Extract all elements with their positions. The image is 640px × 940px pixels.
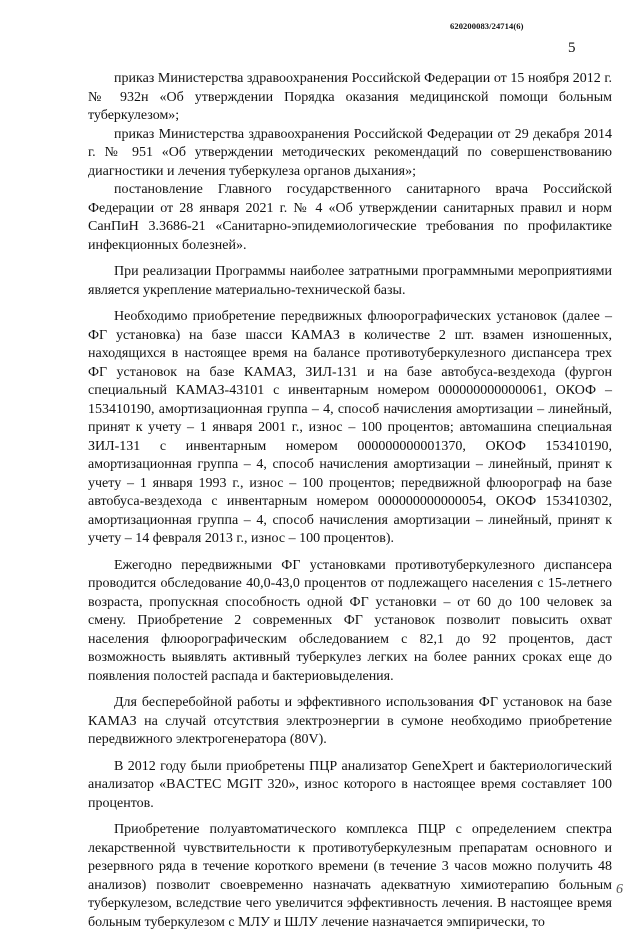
page-number: 5 bbox=[568, 40, 576, 56]
document-code: 620200083/24714(6) bbox=[450, 21, 524, 31]
paragraph-pcr-analyzers: В 2012 году были приобретены ПЦР анализатор GeneXpert и бактериологический анализатор «BACTEC MGIT 320», износ которого в настоящее время составляет 100 процентов. bbox=[88, 758, 612, 811]
paragraph-fg-units: Необходимо приобретение передвижных флюорографических установок (далее – ФГ установка) на базе шасси КАМАЗ в количестве 2 шт. взамен изношенных, находящихся в настоящее время на балансе противотуберкулезного диспансера трех ФГ установок на базе КАМАЗ, ЗИЛ-131 и на базе автобуса-вездехода (фургон специальный КАМАЗ-43101 с инвентарным номером 000000000000061, ОКОФ – 153410190, амортизационная группа – 4, способ начисления амортизации – линейный, принят к учету – 1 января 2001 г., износ – 100 процентов; автомашина специальная ЗИЛ-131 с инвентарным номером 000000000001370, ОКОФ 153410190, амортизационная группа – 4, способ начисления амортизации – линейный, принят к учету – 1 января 1993 г., износ – 100 процентов; передвижной флюорограф на базе автобуса-вездехода с инвентарным номером 000000000000054, ОКОФ 153410302, амортизационная группа – 4, способ начисления амортизации – линейный, принят к учету – 14 февраля 2013 г., износ – 100 процентов). bbox=[88, 309, 612, 546]
paragraph-pcr-complex: Приобретение полуавтоматического комплекса ПЦР с определением спектра лекарственной чувствительности к противотуберкулезным препаратам основного и резервного ряда в течение короткого времени (в течение 3 часов можно получить 48 анализов) позволит своевременно назначать адекватную химиотерапию больным туберкулезом, вследствие чего увеличится эффективность лечения. В настоящее время больным туберкулезом с МЛУ и ШЛУ лечение назначается эмпирически, то bbox=[88, 822, 612, 930]
paragraph-annual-screening: Ежегодно передвижными ФГ установками противотуберкулезного диспансера проводится обследование 40,0-43,0 процентов от подлежащего населения с 15-летнего возраста, пропускная способность одной ФГ установки – от 60 до 100 человек за смену. Приобретение 2 современных ФГ установок позволит повысить охват населения флюорографическим обследованием с 82,1 до 92 процентов, даст возможность выявлять активный туберкулез легких на более ранних сроках еще до появления полостей распада и бактериовыделения. bbox=[88, 557, 612, 684]
paragraph-resolution-sanpin: постановление Главного государственного санитарного врача Российской Федерации от 28 января 2021 г. № 4 «Об утверждении санитарных правил и норм СанПиН 3.3686-21 «Санитарно-эпидемиологические требования по профилактике инфекционных болезней». bbox=[88, 182, 612, 253]
paragraph-order-932n: приказ Министерства здравоохранения Российской Федерации от 15 ноября 2012 г. № 932н «Об утверждении Порядка оказания медицинской помощи больным туберкулезом»; bbox=[88, 71, 612, 123]
paragraph-program-costs: При реализации Программы наиболее затратными программными мероприятиями является укрепление материально-технической базы. bbox=[88, 264, 612, 298]
paragraph-generator: Для бесперебойной работы и эффективного использования ФГ установок на базе КАМАЗ на случай отсутствия электроэнергии в сумоне необходимо приобретение передвижного электрогенератора (80V). bbox=[88, 695, 612, 747]
document-body bbox=[88, 70, 612, 940]
paragraph-order-951: приказ Министерства здравоохранения Российской Федерации от 29 декабря 2014 г. № 951 «Об утверждении методических рекомендаций по совершенствованию диагностики и лечения туберкулеза органов дыхания»; bbox=[88, 126, 612, 179]
handwritten-page-mark: 6 bbox=[616, 882, 623, 897]
